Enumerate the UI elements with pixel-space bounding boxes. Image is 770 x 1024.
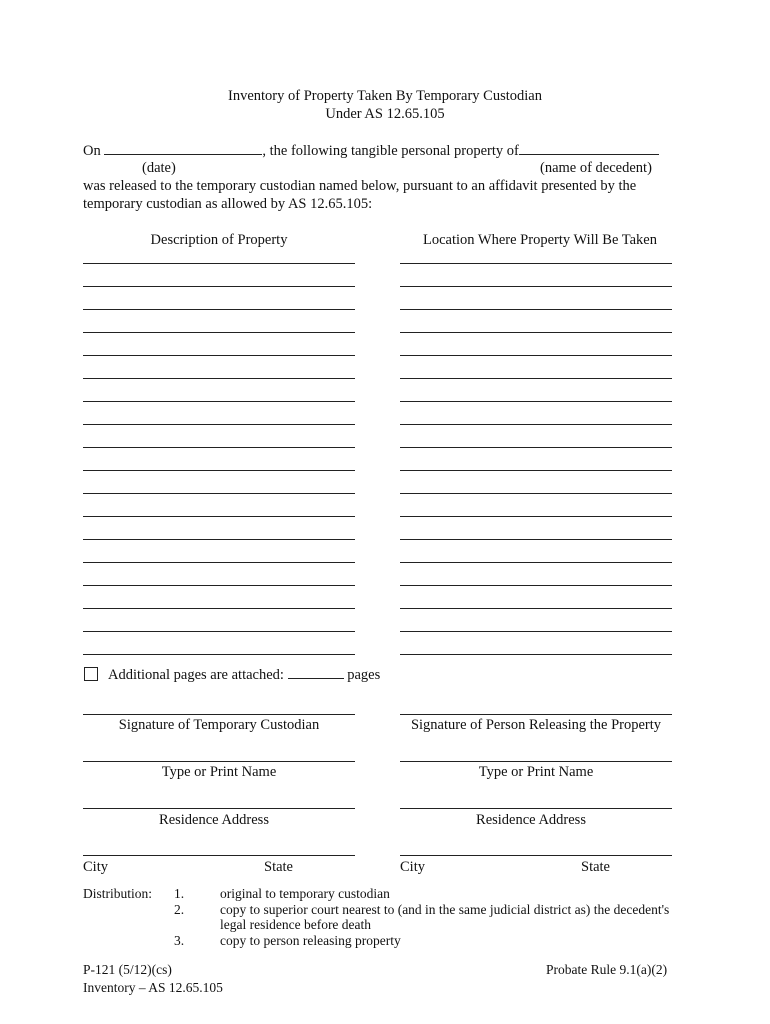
distribution-item: legal residence before death (220, 917, 372, 932)
description-entry-line[interactable] (83, 332, 355, 333)
location-entry-line[interactable] (400, 263, 672, 264)
location-entry-line[interactable] (400, 355, 672, 356)
date-label: (date) (142, 160, 176, 176)
releaser-signature-line[interactable] (400, 714, 672, 715)
location-entry-line[interactable] (400, 332, 672, 333)
city-right-label: City (400, 859, 425, 875)
description-entry-line[interactable] (83, 470, 355, 471)
releaser-name-label: Type or Print Name (478, 764, 594, 780)
date-field[interactable] (104, 142, 262, 155)
intro-line-3: temporary custodian as allowed by AS 12.65.105: (83, 196, 373, 212)
intro-middle: , the following tangible personal property of (262, 143, 519, 159)
location-entry-line[interactable] (400, 585, 672, 586)
releaser-signature-label: Signature of Person Releasing the Property (410, 717, 662, 733)
form-subtitle: Under AS 12.65.105 (325, 106, 445, 122)
custodian-signature-label: Signature of Temporary Custodian (118, 717, 320, 733)
releaser-address-line[interactable] (400, 808, 672, 809)
custodian-name-label: Type or Print Name (161, 764, 277, 780)
releaser-name-line[interactable] (400, 761, 672, 762)
distribution-item: copy to person releasing property (220, 932, 401, 948)
description-entry-line[interactable] (83, 631, 355, 632)
custodian-address-label: Residence Address (159, 812, 269, 828)
description-header: Description of Property (150, 232, 288, 248)
distribution-number: 2. (174, 901, 185, 917)
description-entry-line[interactable] (83, 424, 355, 425)
intro-on: On (83, 143, 101, 159)
location-entry-line[interactable] (400, 424, 672, 425)
location-entry-line[interactable] (400, 286, 672, 287)
additional-pages-checkbox[interactable] (84, 667, 98, 681)
city-left-label: City (83, 859, 108, 875)
custodian-address-line[interactable] (83, 808, 355, 809)
description-entry-line[interactable] (83, 447, 355, 448)
description-entry-line[interactable] (83, 286, 355, 287)
intro-line (83, 142, 659, 160)
additional-pages-suffix: pages (347, 667, 381, 683)
location-entry-line[interactable] (400, 493, 672, 494)
probate-rule: Probate Rule 9.1(a)(2) (546, 962, 668, 977)
description-entry-line[interactable] (83, 562, 355, 563)
decedent-name-field[interactable] (519, 142, 659, 155)
releaser-address-label: Residence Address (476, 812, 586, 828)
custodian-city-line[interactable] (83, 855, 355, 856)
location-entry-line[interactable] (400, 309, 672, 310)
form-title: Inventory of Property Taken By Temporary Custodian (228, 88, 542, 104)
description-entry-line[interactable] (83, 608, 355, 609)
distribution-item: original to temporary custodian (220, 886, 390, 901)
location-entry-line[interactable] (400, 401, 672, 402)
location-entry-line[interactable] (400, 654, 672, 655)
intro-line-2: was released to the temporary custodian named below, pursuant to an affidavit presented by the (83, 178, 637, 194)
location-entry-line[interactable] (400, 516, 672, 517)
decedent-label: (name of decedent) (540, 160, 652, 176)
location-entry-line[interactable] (400, 378, 672, 379)
location-entry-line[interactable] (400, 470, 672, 471)
description-entry-line[interactable] (83, 493, 355, 494)
distribution-number: 3. (174, 932, 185, 948)
location-entry-line[interactable] (400, 447, 672, 448)
description-entry-line[interactable] (83, 654, 355, 655)
description-entry-line[interactable] (83, 585, 355, 586)
custodian-signature-line[interactable] (83, 714, 355, 715)
description-entry-line[interactable] (83, 309, 355, 310)
description-entry-line[interactable] (83, 516, 355, 517)
description-entry-line[interactable] (83, 401, 355, 402)
form-number: P-121 (5/12)(cs) (83, 962, 172, 977)
location-entry-line[interactable] (400, 539, 672, 540)
state-left-label: State (264, 859, 293, 875)
distribution-label: Distribution: (83, 886, 153, 901)
location-entry-line[interactable] (400, 562, 672, 563)
description-entry-line[interactable] (83, 539, 355, 540)
releaser-city-line[interactable] (400, 855, 672, 856)
state-right-label: State (581, 859, 610, 875)
additional-pages-row (108, 666, 380, 684)
additional-pages-label: Additional pages are attached: (108, 667, 284, 683)
location-header: Location Where Property Will Be Taken (423, 232, 657, 248)
location-entry-line[interactable] (400, 631, 672, 632)
description-entry-line[interactable] (83, 355, 355, 356)
form-name: Inventory – AS 12.65.105 (83, 980, 223, 995)
description-entry-line[interactable] (83, 378, 355, 379)
location-entry-line[interactable] (400, 608, 672, 609)
page-count-field[interactable] (288, 666, 344, 679)
distribution-item: copy to superior court nearest to (and in the same judicial district as) the decedent's (220, 901, 670, 917)
distribution-number: 1. (174, 886, 185, 901)
custodian-name-line[interactable] (83, 761, 355, 762)
description-entry-line[interactable] (83, 263, 355, 264)
